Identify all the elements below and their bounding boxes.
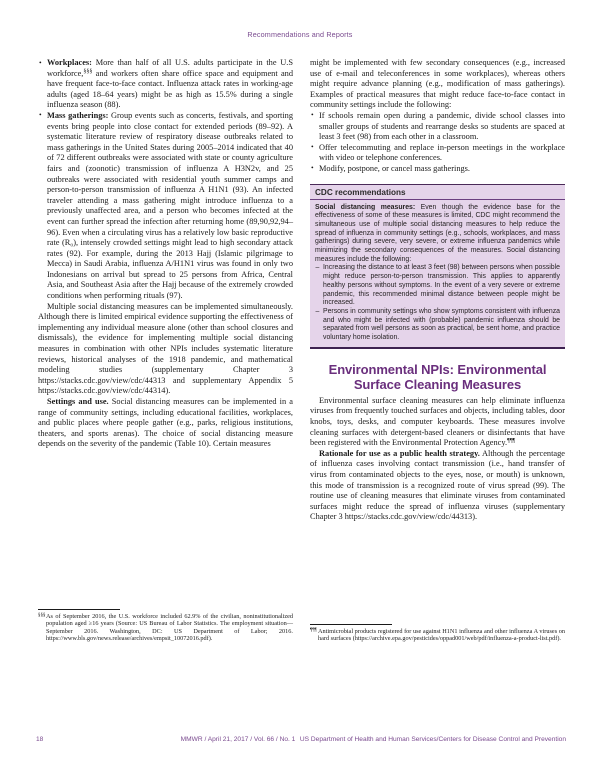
bullet-lead-mass-gatherings: Mass gatherings: bbox=[47, 110, 109, 120]
footnote-rule bbox=[38, 609, 120, 610]
footnote-marker-section: §§§ bbox=[38, 613, 46, 619]
bullet-text-workplaces-b: and workers often share office space and equipment and have frequent face-to-face contact. Influenza attack rates in working-age adults (aged 18–64 years) might be as high as 15.5% during a single influenza season (88). bbox=[47, 68, 293, 110]
footnote-workforce bbox=[38, 613, 293, 643]
list-item: – Persons in community settings who show symptoms consistent with influenza and who might be infected with (probable) pandemic influenza should be separated from well persons as soon as practical, be sent home, and practice voluntary home isolation. bbox=[315, 308, 560, 343]
list-item bbox=[38, 58, 293, 111]
paragraph-rationale bbox=[310, 449, 565, 523]
section-heading-environmental-npis bbox=[310, 362, 565, 393]
right-bullet-list bbox=[310, 111, 565, 175]
cdc-intro-paragraph bbox=[315, 204, 560, 265]
cdc-recommendations-box bbox=[310, 184, 565, 349]
left-column bbox=[38, 58, 293, 643]
paragraph-multiple-measures: Multiple social distancing measures can be implemented simultaneously. Although there is limited empirical evidence supporting the effectiveness of implementing any individual measure alone (other than school closures and dismissals), the evidence for implementing multiple social distancing measures in combination with other NPIs includes systematic literature reviews, historical analyses of the 1918 pandemic, and mathematical modeling studies (supplementary Chapter 3 https://stacks.cdc.gov/view/cdc/44313 and supplementary Appendix 5 https://stacks.cdc.gov/view/cdc/44314). bbox=[38, 301, 293, 396]
list-item bbox=[38, 111, 293, 302]
list-item: • Modify, postpone, or cancel mass gatherings. bbox=[310, 164, 565, 175]
cdc-recommendation-list bbox=[315, 264, 560, 342]
rationale-lead: Rationale for use as a public health strategy. bbox=[319, 448, 480, 458]
footnote-marker-pilcrow: ¶¶¶ bbox=[310, 628, 317, 634]
section-heading-line-2: Surface Cleaning Measures bbox=[353, 377, 522, 393]
list-item: • Offer telecommuting and replace in-person meetings in the workplace with video or telephone conferences. bbox=[310, 143, 565, 164]
bullet-lead-workplaces: Workplaces: bbox=[47, 58, 92, 67]
cdc-intro-text: Even though the evidence base for the effectiveness of some of these measures is limited, CDC might recommend the simultaneous use of multiple social distancing measures to help reduce the spread of influenza in community settings (e.g., schools, workplaces, and mass gatherings) during severe, very severe, or extreme influenza pandemics while minimizing the secondary consequences of the measures. Social distancing measures include the following: bbox=[315, 203, 560, 263]
right-column bbox=[310, 58, 565, 643]
two-column-body bbox=[38, 58, 566, 643]
right-footnote-zone bbox=[310, 624, 565, 643]
bullet-text-mass-gatherings: Group events such as concerts, festivals, and sporting events bring people into close contact for extended periods (89–92). A systematic literature review of respiratory disease outbreaks related to mass gatherings in the United States during 2005–2014 indicated that 40 of 72 different outbreaks were associated with state or county agriculture fairs and (zoonotic) transmission of influenza A H3N2v, and 25 outbreaks were associated with residential youth summer camps and person-to-person transmission of influenza A H1N1 (93). An infected traveler attending a mass gathering might introduce influenza to a previously unaffected area, and a person who becomes infected at the event can further spread the infection after returning home (89,90,92,94–96). Even when a circulating virus has a relatively low basic reproductive rate (R₀), intensely crowded settings might lead to high secondary attack rates (92). For example, during the 2013 Hajj (Islamic pilgrimage to Mecca) in Saudi Arabia, influenza A/H1N1 virus was found in only two Indonesians on arrival but spread to 25 persons from Africa, Central Asia, and Southeast Asia after the Hajj because of the extremely crowded conditions when performing rituals (97). bbox=[47, 110, 293, 301]
cdc-intro-lead: Social distancing measures: bbox=[315, 203, 416, 211]
paragraph-environmental-cleaning-text: Environmental surface cleaning measures can help eliminate influenza viruses from frequently touched surfaces and objects, including tables, door knobs, toys, desks, and computer keyboards. These measures involve cleaning surfaces with detergent-based cleaners or disinfectants that have been registered with the Environmental Protection Agency. bbox=[310, 395, 565, 448]
footer-citation: MMWR / April 21, 2017 / Vol. 66 / No. 1 bbox=[180, 736, 296, 743]
section-heading-line-1: Environmental NPIs: Environmental bbox=[328, 361, 547, 377]
left-bullet-list bbox=[38, 58, 293, 302]
rationale-text: Although the percentage of influenza cases involving contact transmission (i.e., hand transfer of virus from contaminated objects to the eyes, nose, or mouth) is unknown, this mode of transmission is a recognized route of virus spread (99). The routine use of cleaning measures that eliminate viruses from contaminated surfaces might reduce the spread of influenza viruses (supplementary Chapter 3 https://stacks.cdc.gov/view/cdc/44313). bbox=[310, 448, 565, 522]
paragraph-environmental-cleaning bbox=[310, 396, 565, 449]
footer-agency: US Department of Health and Human Services/Centers for Disease Control and Prevention bbox=[299, 736, 566, 743]
list-item: – Increasing the distance to at least 3 feet (98) between persons when possible might reduce person-to-person transmission. This applies to apparently healthy persons without symptoms. In the event of a very severe or extreme pandemic, this recommended minimal distance between people might be increased. bbox=[315, 264, 560, 308]
left-footnote-zone bbox=[38, 609, 293, 643]
list-item: • If schools remain open during a pandemic, divide school classes into smaller groups of students and rearrange desks so students are spaced at least 3 feet (98) from each other in a classroom. bbox=[310, 111, 565, 143]
cdc-recommendations-title: CDC recommendations bbox=[310, 185, 565, 201]
footnote-marker-pilcrow: ¶¶¶ bbox=[507, 438, 516, 445]
paragraph-settings-and-use bbox=[38, 397, 293, 450]
settings-lead: Settings and use. bbox=[47, 397, 109, 406]
cdc-recommendations-body bbox=[310, 200, 565, 347]
footnote-rule bbox=[310, 624, 392, 625]
footnote-marker-section: §§§ bbox=[83, 68, 93, 75]
paragraph-secondary-consequences: might be implemented with few secondary consequences (e.g., increased use of e-mail and teleconferences in some workplaces), whereas others might require advance planning (e.g., modification of mass gatherings). Examples of practical measures that might reduce face-to-face contact in community settings include the following: bbox=[310, 58, 565, 110]
settings-text: Social distancing measures can be implemented in a range of community settings, including educational facilities, workplaces, and public places where people gather (e.g., parks, religious institutions, theaters, and sports arenas). The choice of social distancing measure depends on the severity of the pandemic (Table 10). Certain measures bbox=[38, 397, 293, 449]
footnote-antimicrobial bbox=[310, 628, 565, 643]
footnote-text: Antimicrobial products registered for use against H1N1 influenza and other influenza A viruses on hard surfaces (https://archive.epa.gov/pesticides/oppad001/web/pdf/influenza-a-product-list.pdf). bbox=[318, 627, 565, 643]
page-footer bbox=[0, 736, 600, 748]
bullet-text-workplaces-a: More than half of all U.S. adults participate in the U.S workforce, bbox=[47, 58, 293, 78]
running-head: Recommendations and Reports bbox=[247, 30, 353, 39]
footnote-text: As of September 2016, the U.S. workforce included 62.9% of the civilian, noninstitutionalized population aged ≥16 years (Source: US Bureau of Labor Statistics. The employment situation—September 2016. Washington, DC: US Department of Labor; 2016. https://www.bls.gov/news.release/archives/empsit_10072016.pdf). bbox=[46, 612, 293, 643]
page-number: 18 bbox=[36, 736, 44, 743]
